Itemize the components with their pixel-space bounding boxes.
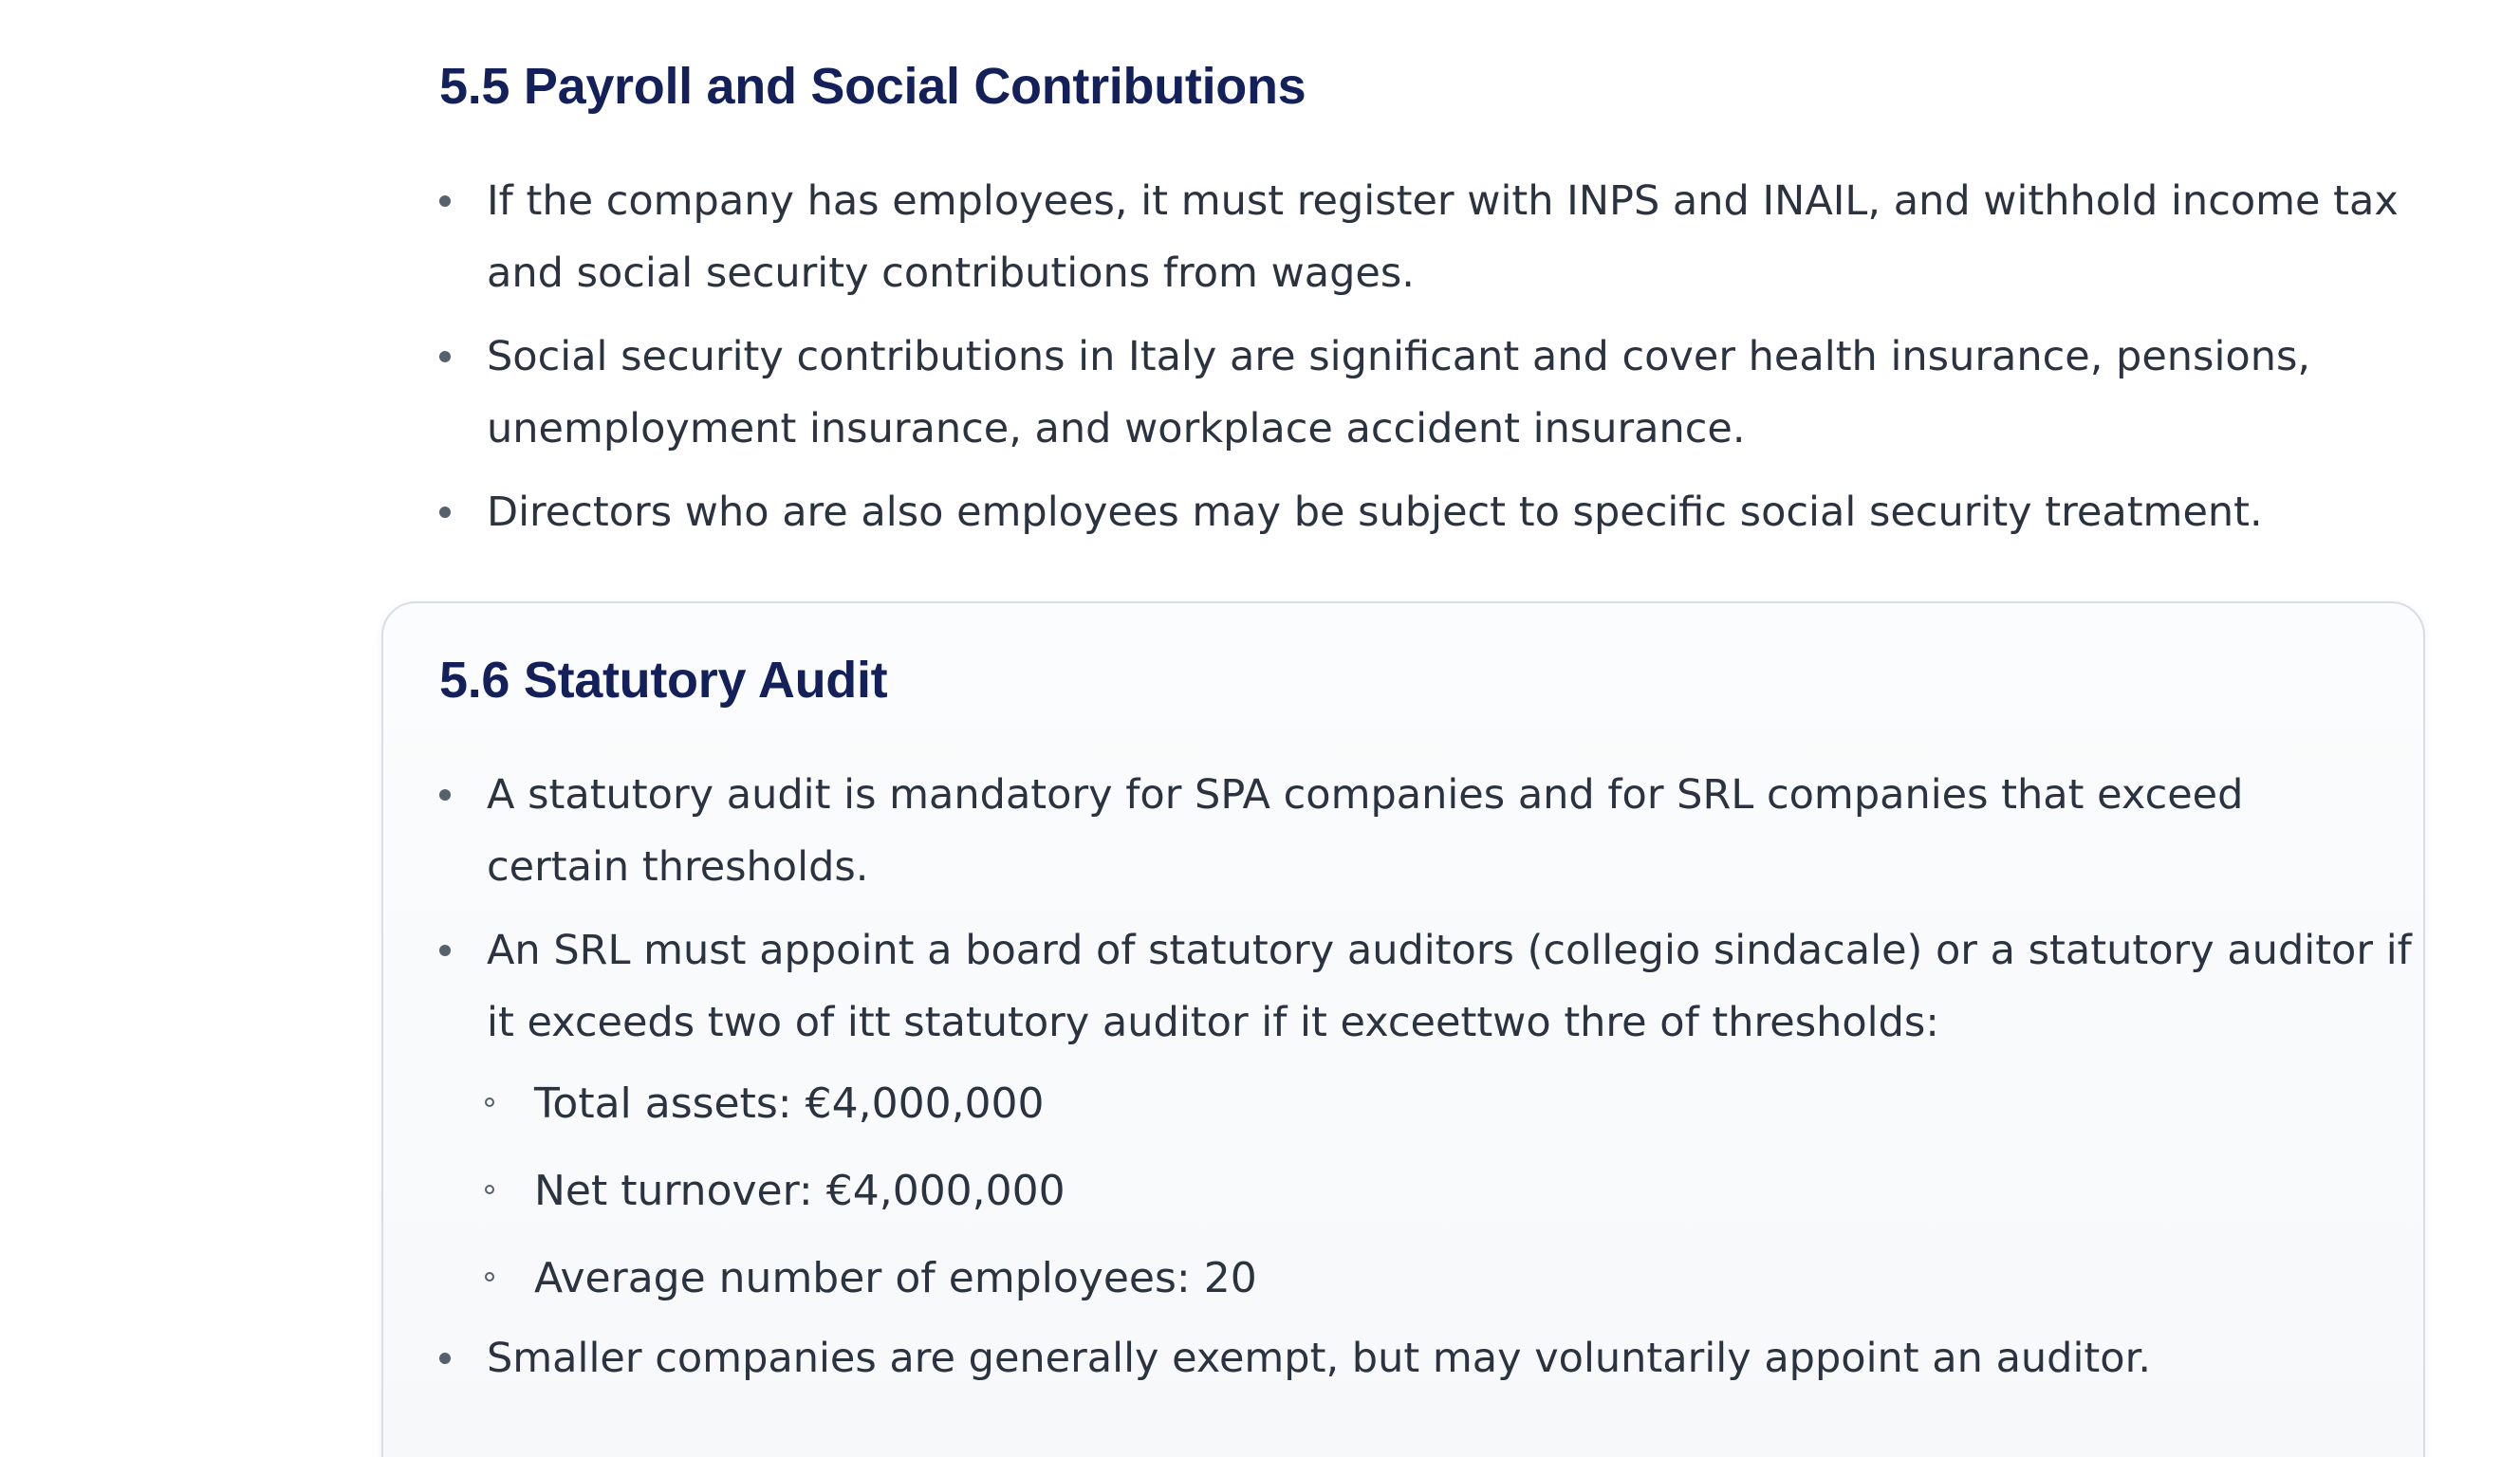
list-item-text: An SRL must appoint a board of statutory auditors (collegio sindacale) or a statutory auditor if it exceeds two of itt statutory auditor if it exceettwo thre of thresholds: — [487, 927, 2412, 1046]
section-title: 5.6 Statutory Audit — [439, 652, 888, 709]
bullet-dot-icon — [439, 945, 451, 956]
section-title: 5.5 Payroll and Social Contributions — [439, 58, 1306, 115]
bullet-dot-icon — [439, 789, 451, 801]
hollow-bullet-icon — [485, 1185, 494, 1194]
threshold-text: Average number of employees: 20 — [534, 1254, 1257, 1302]
list-item-text: Social security contributions in Italy are significant and cover health insurance, pensions, unemployment insurance, and workplace accident insurance. — [487, 333, 2311, 452]
bullet-list — [439, 759, 2432, 1059]
list-item — [439, 165, 2441, 309]
hollow-bullet-icon — [485, 1097, 494, 1107]
section-payroll — [439, 57, 2432, 548]
list-item-text: Directors who are also employees may be subject to specific social security treatment. — [487, 489, 2263, 536]
list-item-text: If the company has employees, it must register with INPS and INAIL, and withhold income tax and social security contributions from wages. — [487, 177, 2399, 297]
threshold-item — [439, 1148, 2432, 1235]
bullet-dot-icon — [439, 195, 451, 207]
list-item — [439, 1322, 2422, 1394]
bullet-list — [439, 1322, 2432, 1394]
threshold-item — [439, 1235, 2432, 1322]
list-item — [439, 476, 2441, 548]
list-item — [439, 759, 2384, 903]
list-item-text: Smaller companies are generally exempt, but may voluntarily appoint an auditor. — [487, 1335, 2151, 1382]
list-item-text: A statutory audit is mandatory for SPA companies and for SRL companies that exceed certain thresholds. — [487, 771, 2244, 891]
bullet-dot-icon — [439, 507, 451, 518]
threshold-list — [439, 1060, 2432, 1322]
list-item — [439, 321, 2441, 465]
list-item — [439, 914, 2422, 1059]
hollow-bullet-icon — [485, 1272, 494, 1282]
section-statutory-audit — [439, 651, 2432, 1394]
threshold-item — [439, 1060, 2432, 1148]
threshold-text: Net turnover: €4,000,000 — [534, 1167, 1065, 1215]
bullet-dot-icon — [439, 351, 451, 362]
threshold-text: Total assets: €4,000,000 — [534, 1079, 1045, 1128]
bullet-list — [439, 165, 2432, 548]
bullet-dot-icon — [439, 1353, 451, 1364]
